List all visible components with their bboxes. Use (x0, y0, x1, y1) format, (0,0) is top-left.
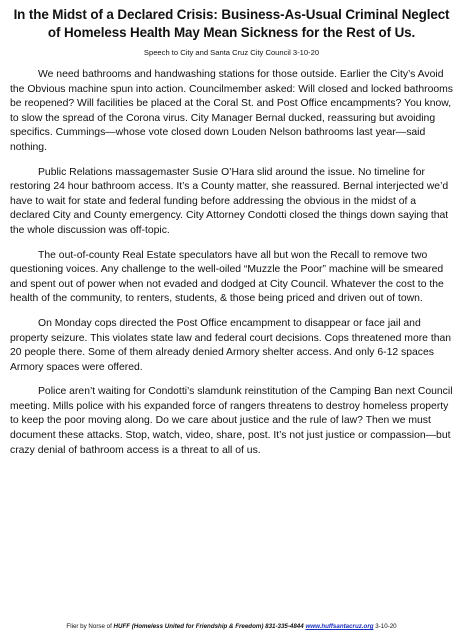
speech-subtitle: Speech to City and Santa Cruz City Council 3-10-20 (143, 48, 320, 57)
footer-date: 3-10-20 (375, 623, 397, 630)
headline-line-2: of Homeless Health May Mean Sickness for the Rest of Us. (47, 25, 416, 40)
paragraph-police-camping-ban: Police aren’t waiting for Condotti’s slamdunk reinstitution of the Camping Ban next Council meeting. Mills police with his expanded force of rangers threatens to destroy homeless property to keep the poor moving along. Do we care about justice and the rule of law? Then we must document these attacks. Stop, watch, video, share, post. It’s not just justice or compassion—but crazy denial of bathroom access is a threat to all of us. (10, 386, 453, 456)
headline-line-1: In the Midst of a Declared Crisis: Business-As-Usual Criminal Neglect (13, 7, 450, 22)
article-body (10, 68, 453, 458)
paragraph-bathrooms: We need bathrooms and handwashing stations for those outside. Earlier the City’s Avoid the Obvious machine spun into action. Councilmember asked: Will closed and locked bathrooms be reopened? Will facilities be placed at the Coral St. and Post Office encampments? You know, to slow the spread of the Corona virus. City Manager Bernal ducked, reassuring but avoiding specifics. Cummings—whose vote closed down Louden Nelson bathrooms last year—said nothing. (10, 69, 453, 153)
paragraph-public-relations: Public Relations massagemaster Susie O’Hara slid around the issue. No timeline for restoring 24 hour bathroom access. It’s a County matter, she reassured. Bernal interjected we’d have to wait for state and federal funding before addressing the obvious in the midst of a declared City and County emergency. City Attorney Condotti closed the things down saying that the whole discussion was off-topic. (10, 166, 449, 236)
footer-org-short: HUFF (113, 623, 131, 630)
flier-footer (0, 623, 463, 631)
paragraph-post-office-encampment: On Monday cops directed the Post Office encampment to disappear or face jail and property seizure. This violates state law and federal court decisions. Cops threatened more than 20 people there. Some of them already denied Armory shelter access. And only 6-12 spaces Armory spaces were offered. (10, 317, 452, 373)
footer-prefix: Flier by Norse of (66, 623, 114, 630)
footer-website-link[interactable]: www.huffsantacruz.org (305, 623, 374, 630)
headline (10, 6, 453, 42)
footer-org-full: (Homeless United for Friendship & Freedom) (130, 623, 266, 630)
paragraph-recall: The out-of-county Real Estate speculators have all but won the Recall to remove two questioning voices. Any challenge to the well-oiled “Muzzle the Poor” machine will be smeared and spent out of power when not evaded and dodged at City Council. Whatever the cost to the health of the community, to renters, students, & those being priced and driven out of town. (10, 249, 444, 305)
footer-phone: 831-335-4844 (265, 623, 304, 630)
